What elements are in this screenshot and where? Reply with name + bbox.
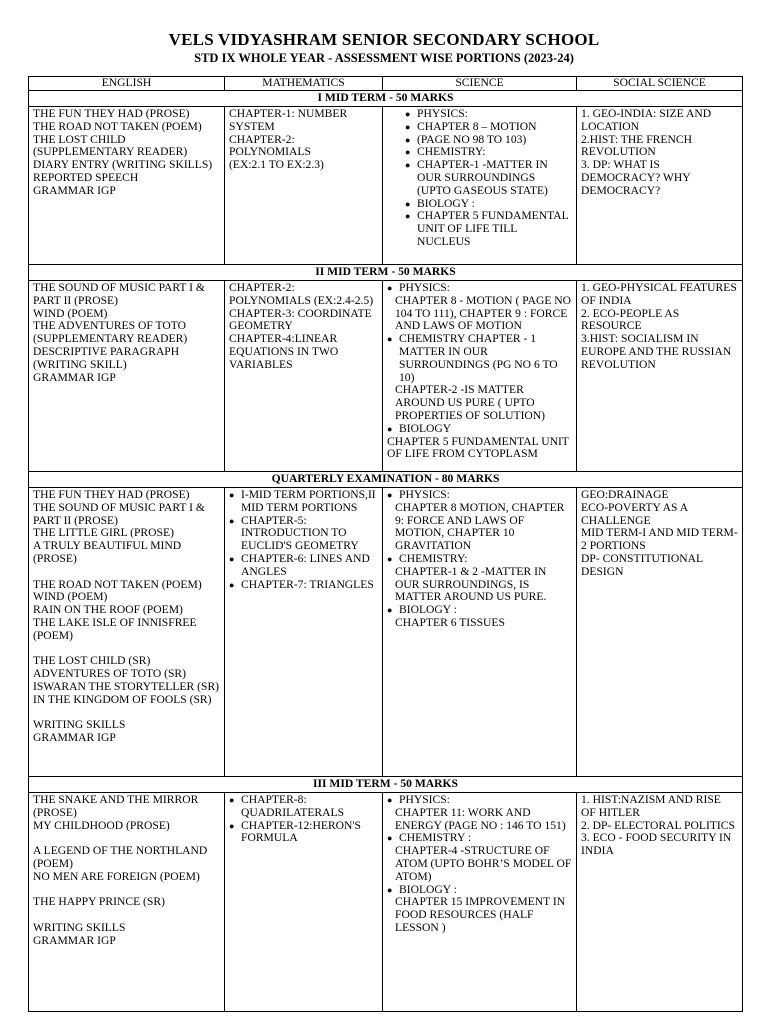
list-item: 3. DP: WHAT IS DEMOCRACY? WHY DEMOCRACY?	[581, 158, 691, 197]
list-item: RAIN ON THE ROOF (POEM)	[33, 603, 183, 617]
spacer	[33, 566, 220, 579]
list-item: CHAPTER-4 -STRUCTURE OF ATOM (UPTO BOHR’S MODEL OF ATOM)	[395, 844, 572, 883]
social-science-cell	[577, 488, 743, 777]
science-cell	[383, 281, 577, 472]
list-item: ● CHAPTER-1 -MATTER IN OUR SURROUNDINGS (UPTO GASEOUS STATE)	[405, 159, 572, 197]
list-item: ISWARAN THE STORYTELLER (SR)	[33, 679, 220, 693]
list-item: CHAPTER 6 TISSUES	[395, 615, 505, 629]
list-item: 1. GEO-INDIA: SIZE AND LOCATION	[581, 107, 712, 133]
list-item: GEO:DRAINAGE	[581, 488, 669, 501]
list-item: A LEGEND OF THE NORTHLAND (POEM)	[33, 844, 208, 870]
term-row	[29, 107, 743, 265]
list-item: GRAMMAR IGP	[33, 183, 116, 197]
list-item: ● BIOLOGY	[387, 423, 572, 436]
list-item: THE ROAD NOT TAKEN (POEM)	[33, 577, 202, 591]
list-item: 2. DP- ELECTORAL POLITICS	[581, 818, 735, 832]
term-heading: III MID TERM - 50 MARKS	[29, 777, 743, 793]
list-item: GRAMMAR IGP	[33, 933, 116, 947]
list-item: CHAPTER 11: WORK AND ENERGY (PAGE NO : 146 TO 151)	[395, 805, 566, 832]
list-item: THE LAKE ISLE OF INNISFREE (POEM)	[33, 615, 197, 642]
mathematics-cell	[225, 107, 383, 265]
list-item: ● CHAPTER 8 – MOTION	[405, 121, 572, 134]
list-item: ● (PAGE NO 98 TO 103)	[405, 134, 572, 147]
list-item: ● BIOLOGY :	[387, 604, 572, 617]
list-item: IN THE KINGDOM OF FOOLS (SR)	[33, 692, 212, 706]
list-item: ● CHEMISTRY:	[387, 553, 572, 566]
list-item: CHAPTER-1 & 2 -MATTER IN OUR SURROUNDINGS, IS MATTER AROUND US PURE.	[395, 564, 547, 604]
list-item: ● BIOLOGY :	[387, 884, 572, 897]
mathematics-cell	[225, 281, 383, 472]
social-science-cell	[577, 793, 743, 1012]
list-item: GRAMMAR IGP	[33, 370, 116, 384]
list-item: CHAPTER 8 MOTION, CHAPTER 9: FORCE AND LAWS OF MOTION, CHAPTER 10 GRAVITATION	[395, 500, 565, 553]
list-item: ● BIOLOGY :	[405, 198, 572, 211]
column-header-english: ENGLISH	[29, 77, 225, 91]
list-item: THE SOUND OF MUSIC PART I & PART II (PROSE)	[33, 500, 205, 527]
portions-table	[28, 76, 743, 1012]
list-item: WRITING SKILLS	[33, 920, 126, 934]
list-item: WRITING SKILLS	[33, 718, 126, 732]
term-heading: I MID TERM - 50 MARKS	[29, 91, 743, 107]
list-item: THE SNAKE AND THE MIRROR (PROSE)	[33, 793, 199, 819]
mathematics-cell	[225, 488, 383, 777]
list-item: CHAPTER 5 FUNDAMENTAL UNIT OF LIFE FROM CYTOPLASM	[387, 434, 569, 461]
list-item: ● CHAPTER-8: QUADRILATERALS	[229, 794, 378, 820]
science-cell	[383, 793, 577, 1012]
list-item: THE LOST CHILD (SR)	[33, 654, 151, 668]
list-item: CHAPTER-2: POLYNOMIALS (EX:2.4-2.5)	[229, 281, 374, 307]
english-cell	[29, 793, 225, 1012]
list-item: ● PHYSICS:	[387, 489, 572, 502]
list-item: ● CHAPTER 5 FUNDAMENTAL UNIT OF LIFE TILL NUCLEUS	[405, 210, 572, 248]
list-item: MY CHILDHOOD (PROSE)	[33, 818, 170, 832]
list-item: WIND (POEM)	[33, 590, 108, 604]
list-item: ● CHEMISTRY:	[405, 146, 572, 159]
header-row	[29, 77, 743, 91]
list-item: CHAPTER-1: NUMBER SYSTEM	[229, 107, 348, 133]
list-item: 2. ECO-PEOPLE AS RESOURCE	[581, 306, 680, 333]
english-cell	[29, 488, 225, 777]
list-item: ● CHEMISTRY :	[387, 832, 572, 845]
list-item: GRAMMAR IGP	[33, 731, 116, 745]
list-item: CHAPTER 8 - MOTION ( PAGE NO 104 TO 111), CHAPTER 9 : FORCE AND LAWS OF MOTION	[395, 293, 572, 333]
list-item: ● CHEMISTRY CHAPTER - 1 MATTER IN OUR SURROUNDINGS (PG NO 6 TO 10)	[387, 333, 572, 384]
list-item: DESCRIPTIVE PARAGRAPH (WRITING SKILL)	[33, 344, 180, 371]
social-science-cell	[577, 107, 743, 265]
english-cell	[29, 281, 225, 472]
list-item: THE LITTLE GIRL (PROSE)	[33, 526, 174, 540]
list-item: ● PHYSICS:	[387, 794, 572, 807]
document-subtitle: STD IX WHOLE YEAR - ASSESSMENT WISE PORTIONS (2023-24)	[194, 51, 574, 65]
mathematics-cell	[225, 793, 383, 1012]
list-item: THE FUN THEY HAD (PROSE)	[33, 107, 190, 120]
list-item: THE HAPPY PRINCE (SR)	[33, 895, 165, 909]
science-cell	[383, 488, 577, 777]
list-item: A TRULY BEAUTIFUL MIND (PROSE)	[33, 539, 182, 565]
term-heading: II MID TERM - 50 MARKS	[29, 265, 743, 281]
list-item: THE ADVENTURES OF TOTO (SUPPLEMENTARY READER)	[33, 319, 188, 346]
list-item: ● CHAPTER-5: INTRODUCTION TO EUCLID'S GEOMETRY	[229, 515, 378, 553]
list-item: MID TERM-I AND MID TERM-2 PORTIONS	[581, 526, 738, 553]
list-item: CHAPTER-4:LINEAR EQUATIONS IN TWO VARIABLES	[229, 332, 339, 371]
list-item: CHAPTER 15 IMPROVEMENT IN FOOD RESOURCES (HALF LESSON )	[395, 895, 566, 934]
column-header-social-science: SOCIAL SCIENCE	[577, 77, 743, 91]
list-item: WIND (POEM)	[33, 306, 108, 320]
column-header-mathematics: MATHEMATICS	[225, 77, 383, 91]
list-item: 3. ECO - FOOD SECURITY IN INDIA	[581, 831, 732, 858]
list-item: THE FUN THEY HAD (PROSE)	[33, 488, 190, 501]
list-item: ● I-MID TERM PORTIONS,II MID TERM PORTIONS	[229, 489, 378, 515]
term-row	[29, 281, 743, 472]
list-item: DIARY ENTRY (WRITING SKILLS)	[33, 158, 213, 172]
list-item: ● CHAPTER-6: LINES AND ANGLES	[229, 553, 378, 579]
social-science-cell	[577, 281, 743, 472]
science-cell	[383, 107, 577, 265]
school-name: VELS VIDYASHRAM SENIOR SECONDARY SCHOOL	[168, 30, 600, 49]
list-item: (EX:2.1 TO EX:2.3)	[229, 158, 324, 172]
list-item: THE LOST CHILD (SUPPLEMENTARY READER)	[33, 132, 188, 159]
list-item: 1. GEO-PHYSICAL FEATURES OF INDIA	[581, 281, 737, 307]
list-item: ADVENTURES OF TOTO (SR)	[33, 667, 186, 681]
list-item: ● CHAPTER-12:HERON'S FORMULA	[229, 820, 378, 846]
list-item: CHAPTER-3: COORDINATE GEOMETRY	[229, 306, 372, 333]
list-item: ● PHYSICS:	[387, 282, 572, 295]
list-item: ● CHAPTER-7: TRIANGLES	[229, 579, 378, 592]
list-item: 2.HIST: THE FRENCH REVOLUTION	[581, 132, 692, 159]
column-header-science: SCIENCE	[383, 77, 577, 91]
term-row	[29, 793, 743, 1012]
term-heading: QUARTERLY EXAMINATION - 80 MARKS	[29, 472, 743, 488]
list-item: ECO-POVERTY AS A CHALLENGE	[581, 500, 688, 527]
list-item: 3.HIST: SOCIALISM IN EUROPE AND THE RUSSIAN REVOLUTION	[581, 332, 732, 371]
list-item: THE SOUND OF MUSIC PART I & PART II (PROSE)	[33, 281, 205, 307]
list-item: ● PHYSICS:	[405, 108, 572, 121]
list-item: CHAPTER-2: POLYNOMIALS	[229, 132, 311, 159]
list-item: REPORTED SPEECH	[33, 170, 139, 184]
list-item: CHAPTER-2 -IS MATTER AROUND US PURE ( UPTO PROPERTIES OF SOLUTION)	[395, 383, 546, 422]
list-item: NO MEN ARE FOREIGN (POEM)	[33, 869, 200, 883]
list-item: 1. HIST:NAZISM AND RISE OF HITLER	[581, 793, 721, 819]
english-cell	[29, 107, 225, 265]
list-item: DP- CONSTITUTIONAL DESIGN	[581, 551, 703, 578]
term-row	[29, 488, 743, 777]
list-item: THE ROAD NOT TAKEN (POEM)	[33, 119, 202, 133]
